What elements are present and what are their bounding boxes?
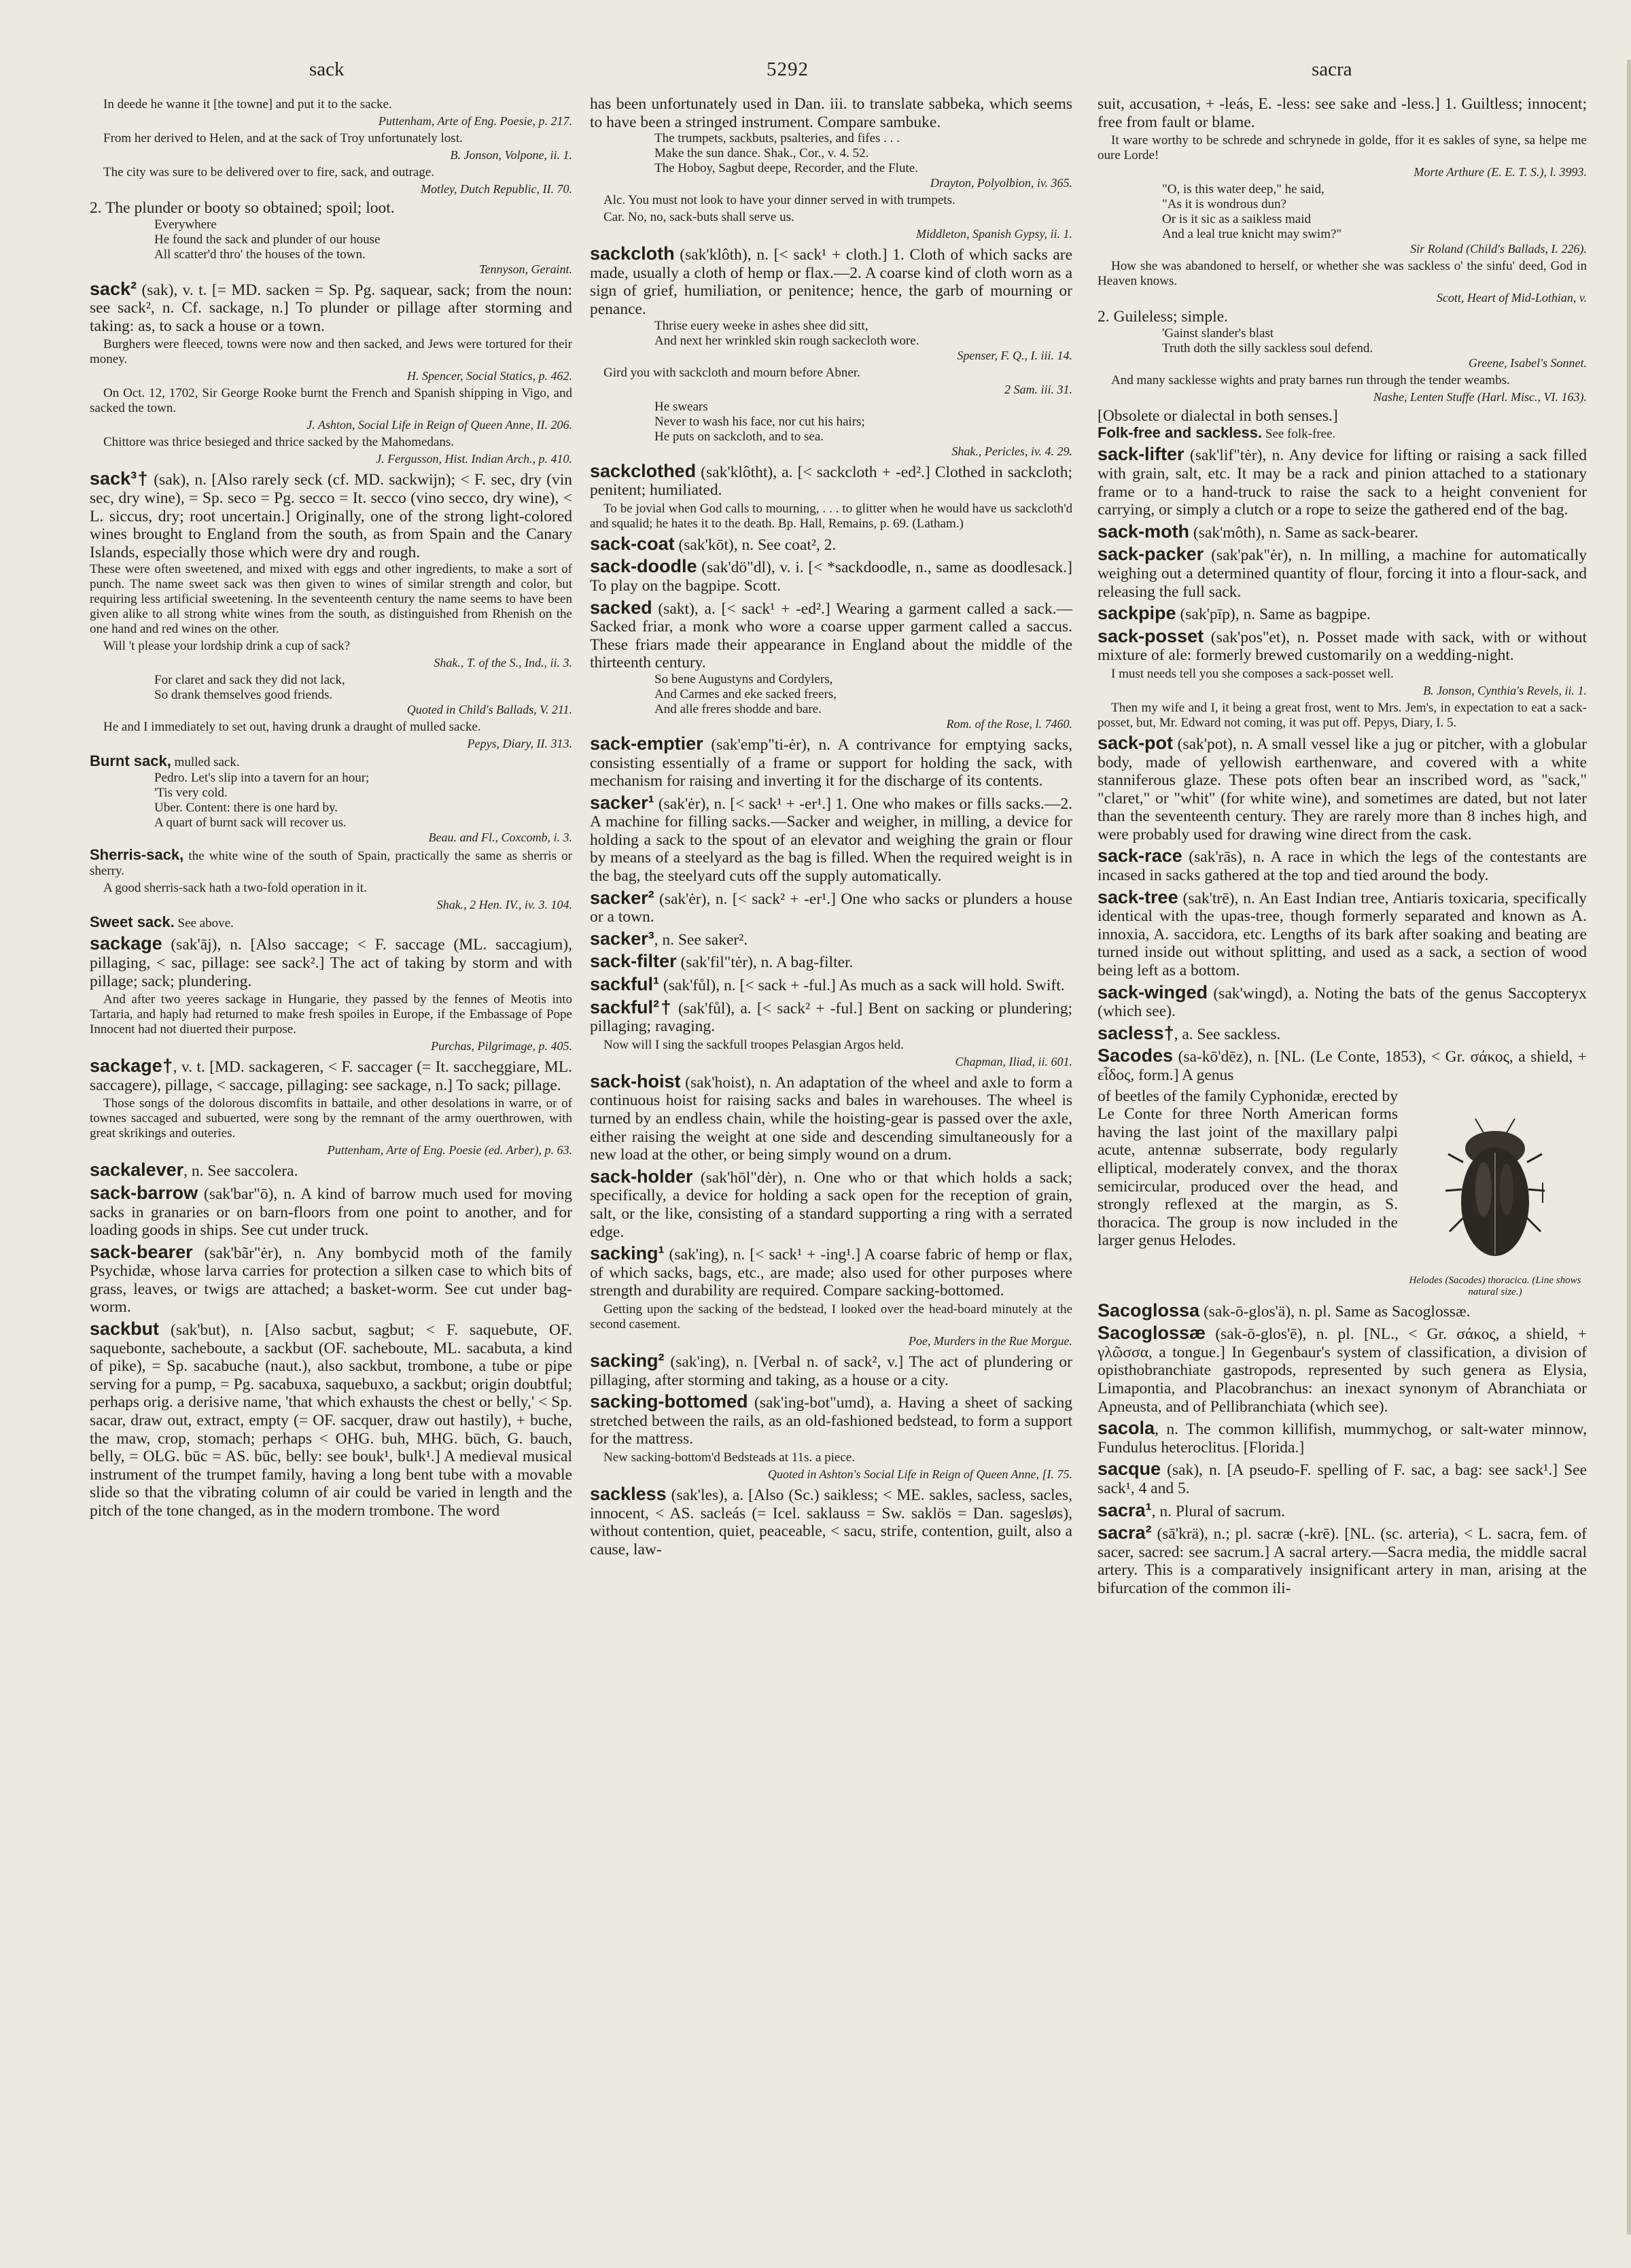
entry-body: , n. See saker².	[654, 930, 748, 949]
entry-headword: sackbut	[90, 1319, 160, 1340]
entry-body: (sak'fůl), a. [< sack² + -ful.] Bent on sacking or plundering; pillaging; ravaging.	[590, 999, 1072, 1036]
verse-line: Pedro. Let's slip into a tavern for an hour;	[154, 771, 370, 786]
citation: Sir Roland (Child's Ballads, I. 226).	[1410, 242, 1587, 256]
entry-headword: Folk-free and sackless.	[1098, 424, 1263, 442]
page-edge	[1627, 60, 1631, 2235]
entry-body: (sak), v. t. [= MD. sacken = Sp. Pg. saquear, sack; from the noun: see sack², n. Cf. sackage, n.] To plunder or pillage after storming and taking: as, to sack a house or a town.	[90, 281, 572, 335]
citation: Spenser, F. Q., I. iii. 14.	[957, 348, 1072, 362]
verse-line: Never to wash his face, nor cut his hairs;	[654, 414, 865, 429]
dictionary-entry	[590, 930, 1072, 949]
verse-line: All scatter'd thro' the houses of the town.	[154, 247, 366, 262]
dictionary-entry	[590, 998, 1072, 1036]
quotation: Gird you with sackcloth and mourn before Abner.	[603, 365, 860, 380]
dictionary-entry	[90, 1184, 572, 1240]
citation: Shak., Pericles, iv. 4. 29.	[951, 444, 1072, 458]
dictionary-entry	[1098, 627, 1587, 665]
entry-body: (sak'bãr"ėr), n. Any bombycid moth of the family Psychidæ, whose larva carries for protection a silken case to which bits of grass, leaves, or twigs are attached; a basket-worm. See cut under bag-worm.	[90, 1244, 572, 1316]
entry-body: (sak'môth), n. Same as sack-bearer.	[1189, 523, 1419, 542]
column-1	[90, 95, 572, 1520]
entry-body: (sak'wingd), a. Noting the bats of the genus Saccopteryx (which see).	[1098, 984, 1587, 1021]
entry-headword: sackage	[90, 933, 162, 954]
entry-headword: sack-emptier	[590, 733, 703, 754]
quotation: He and I immediately to set out, having drunk a draught of mulled sacke.	[103, 720, 481, 735]
dictionary-entry	[590, 952, 1072, 972]
sub-entry	[90, 848, 572, 879]
entry-body: (sak'ing), n. [< sack¹ + -ing¹.] A coarse fabric of hemp or flax, of which sacks, bags, etc., are made; also used for other purposes where strength and durability are required. Compare sacking-bottomed.	[590, 1246, 1072, 1300]
dictionary-entry	[1098, 1460, 1587, 1497]
dictionary-entry	[1098, 1047, 1587, 1084]
sub-entry	[90, 754, 572, 770]
entry-body: (sak), n. [A pseudo-F. spelling of F. sac, a bag: see sack¹.] See sack¹, 4 and 5.	[1098, 1461, 1587, 1497]
entry-body: (sak'hoist), n. An adaptation of the wheel and axle to form a continuous hoist for raising sacks and bales in warehouses. The wheel is turned by an endless chain, while the hoisting-gear is passed over the axle, either raising the weight at one side and descending simultaneously for a new load at the other, or being simply wound on a drum.	[590, 1073, 1072, 1164]
entry-body: , a. See sackless.	[1174, 1025, 1281, 1043]
entry-body: , v. t. [MD. sackageren, < F. saccager (= It. saccheggiare, ML. saccagere), pillage, < saccage, pillaging: see sackage, n.] To sack; pillage.	[90, 1058, 573, 1094]
entry-headword: sack-winged	[1098, 981, 1208, 1002]
entry-body: (sak'kōt), n. See coat², 2.	[674, 536, 837, 554]
dictionary-entry	[590, 1072, 1072, 1164]
citation: H. Spencer, Social Statics, p. 462.	[407, 369, 572, 383]
note: These were often sweetened, and mixed with eggs and other ingredients, to make a sort of punch. The name sweet sack was then given to wines of similar strength and color, but requiring less artificial sweetening. In the seventeenth century the name seems to have been given alike to all strong white wines from the south, as distinguished from Rhenish on the one hand and red wines on the other.	[90, 562, 572, 637]
entry-headword: sacola	[1098, 1418, 1155, 1439]
citation: Pepys, Diary, II. 313.	[467, 737, 572, 751]
sacodes-definition-text: of beetles of the family Cyphonidæ, erected by Le Conte for three North American forms having the last joint of the maxillary palpi acute, antennæ subserrate, body regularly elliptical, moderately convex, and the thorax semicircular, produced over the head, and strongly reflexed at the margin, as S. thoracica. The group is now included in the larger genus Helodes.	[1098, 1087, 1398, 1250]
dictionary-entry	[1098, 1024, 1587, 1044]
entry-body: (sak'but), n. [Also sacbut, sagbut; < F. saquebute, OF. saquebonte, sacheboute, a sackbut (OF. sacheboute, ML. sacabuta, a kind of pike), = Sp. sacabuche (naut.), also sackbut, trombone, a tube or pipe serving for a pump, = Pg. sacabuxa, saquebuxo, a sackbut; origin doubtful; perhaps orig. a derisive name, 'that which exhausts the chest or belly,' < Sp. sacar, draw out, extract, empty (= OF. sacquer, draw out hastily), + buche, the maw, crop, stomach; perhaps < OHG. buh, MHG. būch, G. bauch, belly, = OLG. būc = AS. būc, belly: see bouk¹, bulk¹.] A medieval musical instrument of the trumpet family, having a long bent tube with a movable slide so that the vibrating column of air could be varied in length and the pitch of the tone changed, as in the modern trombone. The word	[90, 1321, 572, 1520]
quotation: And many sacklesse wights and praty barnes run through the tender weambs.	[1111, 372, 1510, 387]
dictionary-entry	[1098, 1524, 1587, 1597]
entry-headword: sack-doodle	[590, 556, 697, 577]
text-paragraph: [Obsolete or dialectal in both senses.]	[1098, 406, 1338, 425]
citation: Scott, Heart of Mid-Lothian, v.	[1436, 291, 1587, 305]
citation: Shak., 2 Hen. IV., iv. 3. 104.	[436, 898, 572, 912]
entry-body: (sak'les), a. [Also (Sc.) saikless; < ME. sakles, sacless, sacles, innocent, < AS. sacleás (= Icel. saklauss = Sw. saklös = Dan. sagesløs), without contention, quiet, peaceable, < sacu, strife, contention, guilt, also a cause, law-	[590, 1486, 1072, 1558]
quotation: Alc. You must not look to have your dinner served in with trumpets.	[603, 193, 955, 208]
entry-headword: sacra¹	[1098, 1499, 1152, 1520]
entry-headword: sackpipe	[1098, 603, 1176, 624]
entry-body: See folk-free.	[1262, 427, 1336, 442]
quotation: To be jovial when God calls to mourning, . . . to glitter when he would have us sackcloth'd and squalid; he hates it to the death. Bp. Hall, Remains, p. 69. (Latham.)	[590, 501, 1072, 531]
quotation: From her derived to Helen, and at the sack of Troy unfortunately lost.	[103, 131, 463, 145]
quotation: Car. No, no, sack-buts shall serve us.	[603, 210, 794, 225]
dictionary-entry	[590, 1485, 1072, 1558]
citation: J. Ashton, Social Life in Reign of Queen Anne, II. 206.	[306, 418, 572, 432]
dictionary-entry	[590, 462, 1072, 500]
quotation: Will 't please your lordship drink a cup of sack?	[103, 639, 351, 654]
entry-body: (sak'emp"ti-ėr), n. A contrivance for emptying sacks, consisting essentially of a frame or support for holding the sack, with mechanism for raising and inverting it for the discharge of its contents.	[590, 735, 1072, 790]
entry-headword: Burnt sack,	[90, 752, 171, 770]
dictionary-entry	[590, 1393, 1072, 1448]
entry-body: (sak'pak"ėr), n. In milling, a machine for automatically weighing out a determined quantity of flour, forcing it into a flour-sack, and releasing the full sack.	[1098, 546, 1587, 601]
verse-line: For claret and sack they did not lack,	[154, 673, 345, 688]
entry-body: (sak'trē), n. An East Indian tree, Antiaris toxicaria, specifically identical with the upas-tree, though formerly separated and known as A. innoxia, A. saccidora, etc. Lengths of its bark after soaking and beating are turned inside out without splitting, and used as a sack, a section of wood being left as a bottom.	[1098, 889, 1587, 980]
citation: Drayton, Polyolbion, iv. 365.	[930, 176, 1072, 190]
verse-line: Thrise euery weeke in ashes shee did sitt,	[654, 318, 869, 333]
entry-headword: Sacoglossæ	[1098, 1323, 1206, 1344]
dictionary-entry	[90, 1057, 572, 1094]
entry-body: (sak'dö"dl), v. i. [< *sackdoodle, n., same as doodlesack.] To play on the bagpipe. Scott.	[590, 559, 1072, 595]
sub-entry	[1098, 425, 1587, 442]
entry-body: (sak'lif"tėr), n. Any device for lifting or raising a sack filled with grain, salt, etc. It may be a rack and pinion attached to a stationary frame or to a hand-truck to raise the sack to a height convenient for carrying, or simply a clutch or a rope to seize the gathered end of the bag.	[1098, 447, 1587, 519]
dictionary-entry	[1098, 1419, 1587, 1456]
dictionary-entry	[590, 535, 1072, 555]
entry-headword: sack-moth	[1098, 521, 1190, 542]
entry-headword: sack-tree	[1098, 886, 1178, 907]
text-paragraph: 2. The plunder or booty so obtained; spoil; loot.	[90, 199, 395, 217]
beetle-drawing-icon	[1444, 1115, 1546, 1271]
dictionary-entry	[90, 935, 572, 990]
header-left-guide-word: sack	[309, 58, 345, 80]
entry-body: mulled sack.	[171, 755, 240, 770]
entry-headword: Sweet sack.	[90, 913, 175, 931]
entry-headword: Sacoglossa	[1098, 1299, 1200, 1321]
dictionary-entry	[590, 794, 1072, 886]
dictionary-entry	[1098, 983, 1587, 1021]
citation: Nashe, Lenten Stuffe (Harl. Misc., VI. 163).	[1373, 389, 1587, 404]
dictionary-entry	[1098, 847, 1587, 884]
citation: Rom. of the Rose, l. 7460.	[946, 716, 1072, 731]
dictionary-entry	[90, 470, 572, 561]
entry-body: (sak'fil"tėr), n. A bag-filter.	[676, 954, 854, 972]
dictionary-entry	[590, 1168, 1072, 1241]
sacodes-figure-block	[1098, 1087, 1587, 1298]
column-3-upper	[1098, 95, 1587, 1085]
entry-headword: sack-barrow	[90, 1182, 198, 1203]
entry-body: , n. The common killifish, mummychog, or salt-water minnow, Fundulus heteroclitus. [Florida.]	[1098, 1420, 1587, 1456]
dictionary-entry	[1098, 604, 1587, 624]
verse-line: Or is it sic as a saikless maid	[1162, 212, 1311, 227]
entry-body: (sa-kō'dēz), n. [NL. (Le Conte, 1853), < Gr. σάκος, a shield, + εἶδος, form.] A genus	[1098, 1048, 1587, 1084]
quotation: In deede he wanne it [the towne] and put it to the sacke.	[103, 97, 392, 111]
quotation: Burghers were fleeced, towns were now and then sacked, and Jews were tortured for their money.	[90, 337, 572, 367]
citation: Puttenham, Arte of Eng. Poesie, p. 217.	[378, 114, 572, 128]
entry-headword: sackcloth	[590, 243, 675, 264]
citation: Shak., T. of the S., Ind., ii. 3.	[434, 656, 572, 670]
verse-line: A quart of burnt sack will recover us.	[154, 816, 347, 831]
quotation: A good sherris-sack hath a two-fold operation in it.	[103, 881, 367, 896]
verse-line: And Carmes and eke sacked freers,	[654, 686, 837, 701]
entry-body: (sak'āj), n. [Also saccage; < F. saccage (ML. saccagium), pillaging, < sac, pillage: see sack².] The act of taking by storm and with pillage; sack; plundering.	[90, 936, 572, 990]
entry-headword: sack-hoist	[590, 1070, 681, 1092]
quotation: Getting upon the sacking of the bedstead, I looked over the head-board minutely at the second casement.	[590, 1302, 1072, 1331]
entry-headword: sacking-bottomed	[590, 1391, 748, 1412]
quotation: Chittore was thrice besieged and thrice sacked by the Mahomedans.	[103, 435, 454, 450]
header-right-guide-word: sacra	[1312, 58, 1352, 80]
dictionary-entry	[1098, 1299, 1587, 1321]
entry-headword: Sacodes	[1098, 1045, 1174, 1066]
quotation: New sacking-bottom'd Bedsteads at 11s. a piece.	[603, 1450, 855, 1465]
quotation: I must needs tell you she composes a sack-posset well.	[1111, 666, 1394, 681]
entry-body: (sak'fůl), n. [< sack + -ful.] As much as a sack will hold. Swift.	[659, 977, 1065, 995]
entry-headword: sackless	[590, 1483, 667, 1504]
dictionary-entry	[1098, 734, 1587, 844]
entry-headword: sackful²†	[590, 996, 673, 1017]
entry-headword: sack-filter	[590, 951, 677, 972]
verse-line: Make the sun dance. Shak., Cor., v. 4. 52.	[654, 146, 869, 161]
verse-line: Uber. Content: there is one hard by.	[154, 801, 338, 816]
entry-body: (sak), n. [Also rarely seck (cf. MD. sackwijn); < F. sec, dry (vin sec, dry wine), = Sp. seco = Pg. secco = It. secco (vino secco, dry wine), < L. siccus, dry; root uncertain.] Originally, one of the strong light-colored wines brought to England from the south, as from Spain and the Canary Islands, especially those which were dry and rough.	[90, 471, 572, 561]
dictionary-entry	[90, 1161, 572, 1181]
entry-body: (sak'bar"ō), n. A kind of barrow much used for moving sacks in granaries or on barn-floors from one point to another, and for loading goods in ships. See cut under truck.	[90, 1185, 572, 1240]
entry-body: (sak'ing-bot"umd), a. Having a sheet of sacking stretched between the rails, as an old-fashioned bedstead, to form a support for the mattress.	[590, 1394, 1072, 1448]
entry-body: (sak'pot), n. A small vessel like a jug or pitcher, with a globular body, made of yellowish earthenware, and covered with a white stanniferous glaze. These pots often bear an inscribed word, as "sack," "claret," or "whit" (for white wine), and sometimes are dated, but not later than the seventeenth century. They are rarely more than 8 inches high, and were probably used for drawing wine direct from the cask.	[1098, 735, 1587, 843]
entry-headword: sack-race	[1098, 845, 1182, 867]
entry-headword: sacking²	[590, 1350, 665, 1371]
entry-body: (sak'pos"et), n. Posset made with sack, with or without mixture of ale: formerly brewed customarily on a wedding-night.	[1098, 628, 1587, 665]
entry-body: See above.	[174, 916, 234, 931]
text-paragraph: has been unfortunately used in Dan. iii. to translate sabbeka, which seems to have been a stringed instrument. Compare sambuke.	[590, 95, 1072, 131]
citation: Purchas, Pilgrimage, p. 405.	[431, 1039, 572, 1053]
entry-headword: sackage†	[90, 1056, 173, 1077]
entry-headword: sackclothed	[590, 460, 697, 481]
citation: Quoted in Ashton's Social Life in Reign of Queen Anne, [I. 75.	[767, 1467, 1072, 1481]
dictionary-entry	[90, 1243, 572, 1316]
quotation: And after two yeeres sackage in Hungarie, they passed by the fennes of Meotis into Tartaria, and haply had returned to make fresh spoiles in Europe, if the Embassage of Pope Innocent had not diuerted their purpose.	[90, 992, 572, 1037]
verse-line: The Hoboy, Sagbut deepe, Recorder, and the Flute.	[654, 161, 918, 176]
entry-body: the white wine of the south of Spain, practically the same as sherris or sherry.	[90, 849, 572, 879]
entry-body: (sak'rās), n. A race in which the legs of the contestants are incased in sacks gathered at the top and tied around the body.	[1098, 848, 1587, 885]
quotation: It ware worthy to be schrede and schrynede in golde, ffor it es sakles of syne, sa helpe me oure Lorde!	[1098, 133, 1587, 163]
citation: Greene, Isabel's Sonnet.	[1468, 355, 1587, 370]
dictionary-entry	[1098, 545, 1587, 601]
dictionary-entry	[590, 1352, 1072, 1389]
entry-headword: sacker¹	[590, 792, 654, 813]
entry-headword: sack²	[90, 278, 137, 299]
verse-line: He swears	[654, 399, 708, 414]
verse-line: So drank themselves good friends.	[154, 688, 333, 703]
verse-line: 'Gainst slander's blast	[1162, 326, 1274, 341]
entry-headword: sack-coat	[590, 533, 675, 554]
citation: Puttenham, Arte of Eng. Poesie (ed. Arber), p. 63.	[327, 1143, 572, 1157]
beetle-illustration	[1403, 1087, 1587, 1298]
dictionary-entry	[1098, 888, 1587, 980]
verse-line: And a leal true knicht may swim?"	[1162, 227, 1342, 242]
quotation: Now will I sing the sackfull troopes Pelasgian Argos held.	[603, 1037, 904, 1052]
entry-headword: sacker³	[590, 928, 654, 949]
entry-headword: sack-posset	[1098, 625, 1204, 646]
verse-line: The trumpets, sackbuts, psalteries, and fifes . . .	[654, 131, 900, 146]
verse-line: "O, is this water deep," he said,	[1162, 182, 1325, 197]
entry-body: (sak'pīp), n. Same as bagpipe.	[1176, 606, 1371, 624]
dictionary-entry	[90, 280, 572, 336]
entry-headword: sackalever	[90, 1159, 184, 1181]
citation: 2 Sam. iii. 31.	[1004, 382, 1072, 396]
dictionary-entry	[90, 1320, 572, 1520]
text-paragraph: 2. Guileless; simple.	[1098, 308, 1228, 326]
citation: Motley, Dutch Republic, II. 70.	[421, 182, 572, 196]
quotation: Then my wife and I, it being a great frost, went to Mrs. Jem's, in expectation to eat a sack-posset, but, Mr. Edward not coming, it was put off. Pepys, Diary, I. 5.	[1098, 700, 1587, 730]
entry-headword: sacked	[590, 597, 652, 618]
entry-body: (sak-ō-glos'ē), n. pl. [NL., < Gr. σάκος, a shield, + γλῶσσα, a tongue.] In Gegenbaur's system of classification, a division of opisthobranchiate gastropods, represented by such genera as Elysia, Limapontia, and Placobranchus: an inexact synonym of Abranchiata or Apneusta, and of Pellibranchiata (which see).	[1098, 1325, 1587, 1416]
dictionary-entry	[590, 557, 1072, 595]
citation: Middleton, Spanish Gypsy, ii. 1.	[916, 227, 1072, 241]
entry-headword: Sherris-sack,	[90, 846, 184, 864]
entry-headword: sack-holder	[590, 1166, 693, 1187]
header-page-number: 5292	[767, 58, 809, 80]
citation: B. Jonson, Cynthia's Revels, ii. 1.	[1423, 683, 1587, 697]
dictionary-entry	[590, 245, 1072, 318]
verse-line: And alle freres shodde and bare.	[654, 701, 822, 716]
quotation: The city was sure to be delivered over to fire, sack, and outrage.	[103, 165, 434, 179]
citation: B. Jonson, Volpone, ii. 1.	[450, 148, 572, 162]
entry-headword: sackful¹	[590, 974, 660, 995]
citation: Morte Arthure (E. E. T. S.), l. 3993.	[1414, 165, 1587, 179]
dictionary-entry	[590, 975, 1072, 995]
column-3-lower	[1098, 1299, 1587, 1598]
entry-body: (sak'ėr), n. [< sack² + -er¹.] One who sacks or plunders a house or a town.	[590, 890, 1072, 926]
verse-line: And next her wrinkled skin rough sackecloth wore.	[654, 333, 919, 348]
entry-body: (sak'hōl"dėr), n. One who or that which holds a sack; specifically, a device for holding a sack open for the reception of grain, salt, or the like, consisting of a standard supporting a ring with a serrated edge.	[590, 1168, 1072, 1241]
dictionary-entry	[1098, 523, 1587, 542]
entry-headword: sacque	[1098, 1459, 1161, 1480]
sub-entry	[90, 915, 572, 931]
entry-body: (sak'ėr), n. [< sack¹ + -er¹.] 1. One who makes or fills sacks.—2. A machine for filling sacks.—Sacker and weigher, in milling, a device for holding a sack to the spout of an elevator and weighing the grain or flour by means of a steelyard as the bag is filled. When the required weight is in the bag, the steelyard cuts off the supply automatically.	[590, 795, 1072, 886]
column-3	[1098, 95, 1587, 1598]
citation: Chapman, Iliad, ii. 601.	[955, 1054, 1072, 1068]
dictionary-entry	[590, 889, 1072, 926]
verse-line: Truth doth the silly sackless soul defend.	[1162, 341, 1373, 355]
entry-headword: sacking¹	[590, 1243, 665, 1264]
verse-line: "As it is wondrous dun?	[1162, 197, 1286, 212]
entry-body: (sak'ing), n. [Verbal n. of sack², v.] The act of plundering or pillaging, after storming and taking, as a house or a city.	[590, 1353, 1072, 1389]
quotation: On Oct. 12, 1702, Sir George Rooke burnt the French and Spanish shipping in Vigo, and sacked the town.	[90, 386, 572, 416]
entry-body: (sak'klôtht), a. [< sackcloth + -ed².] Clothed in sackcloth; penitent; humiliated.	[590, 463, 1072, 500]
entry-body: , n. Plural of sacrum.	[1151, 1502, 1286, 1520]
entry-headword: sack-packer	[1098, 544, 1204, 565]
verse-line: 'Tis very cold.	[154, 786, 228, 801]
citation: Beau. and Fl., Coxcomb, i. 3.	[428, 831, 572, 845]
entry-headword: sacless†	[1098, 1022, 1174, 1043]
entry-headword: sack-bearer	[90, 1241, 193, 1262]
dictionary-entry	[590, 735, 1072, 790]
entry-body: (sā'krä), n.; pl. sacræ (-krē). [NL. (sc. arteria), < L. sacra, fem. of sacer, sacred: see sacrum.] A sacral artery.—Sacra media, the middle sacral artery. This is a comparatively insignificant artery in man, arising at the bifurcation of the common ili-	[1098, 1525, 1587, 1597]
entry-headword: sacker²	[590, 887, 654, 908]
verse-line: He puts on sackcloth, and to sea.	[654, 429, 824, 444]
verse-line: Everywhere	[154, 217, 217, 232]
citation: Poe, Murders in the Rue Morgue.	[908, 1333, 1072, 1348]
citation: Quoted in Child's Ballads, V. 211.	[406, 703, 572, 717]
entry-headword: sack-pot	[1098, 732, 1174, 753]
dictionary-entry	[590, 599, 1072, 672]
column-2	[590, 95, 1072, 1558]
verse-line: He found the sack and plunder of our house	[154, 232, 381, 247]
dictionary-entry	[1098, 1501, 1587, 1521]
entry-headword: sacra²	[1098, 1522, 1152, 1543]
entry-body: (sak-ō-glos'ä), n. pl. Same as Sacoglossæ.	[1199, 1302, 1471, 1321]
figure-caption: Helodes (Sacodes) thoracica. (Line shows natural size.)	[1409, 1274, 1581, 1297]
entry-headword: sack-lifter	[1098, 444, 1185, 465]
entry-body: (sak'klôth), n. [< sack¹ + cloth.] 1. Cloth of which sacks are made, usually a cloth of hemp or flax.—2. A coarse kind of cloth worn as a sign of grief, humiliation, or penitence; hence, the garb of mourning or penance.	[590, 246, 1072, 318]
entry-body: , n. See saccolera.	[183, 1162, 298, 1181]
entry-body: (sakt), a. [< sack¹ + -ed².] Wearing a garment called a sack.—Sacked friar, a monk who wore a coarse upper garment called a saccus. These friars made their appearance in England about the middle of the thirteenth century.	[590, 599, 1072, 672]
quotation: Those songs of the dolorous discomfits in battaile, and other desolations in warre, or of townes saccaged and subuerted, were song by the remnant of the army ouerthrowen, with great skrikings and outeries.	[90, 1096, 572, 1141]
entry-headword: sack³†	[90, 468, 149, 489]
quotation: How she was abandoned to herself, or whether she was sackless o' the sinfu' deed, God in Heaven knows.	[1098, 259, 1587, 289]
citation: J. Fergusson, Hist. Indian Arch., p. 410.	[376, 452, 572, 466]
dictionary-entry	[590, 1244, 1072, 1300]
dictionary-entry	[1098, 1324, 1587, 1416]
text-paragraph: suit, accusation, + -leás, E. -less: see sake and -less.] 1. Guiltless; innocent; free from fault or blame.	[1098, 95, 1587, 131]
dictionary-entry	[1098, 445, 1587, 519]
citation: Tennyson, Geraint.	[479, 262, 572, 276]
verse-line: So bene Augustyns and Cordylers,	[654, 671, 833, 686]
